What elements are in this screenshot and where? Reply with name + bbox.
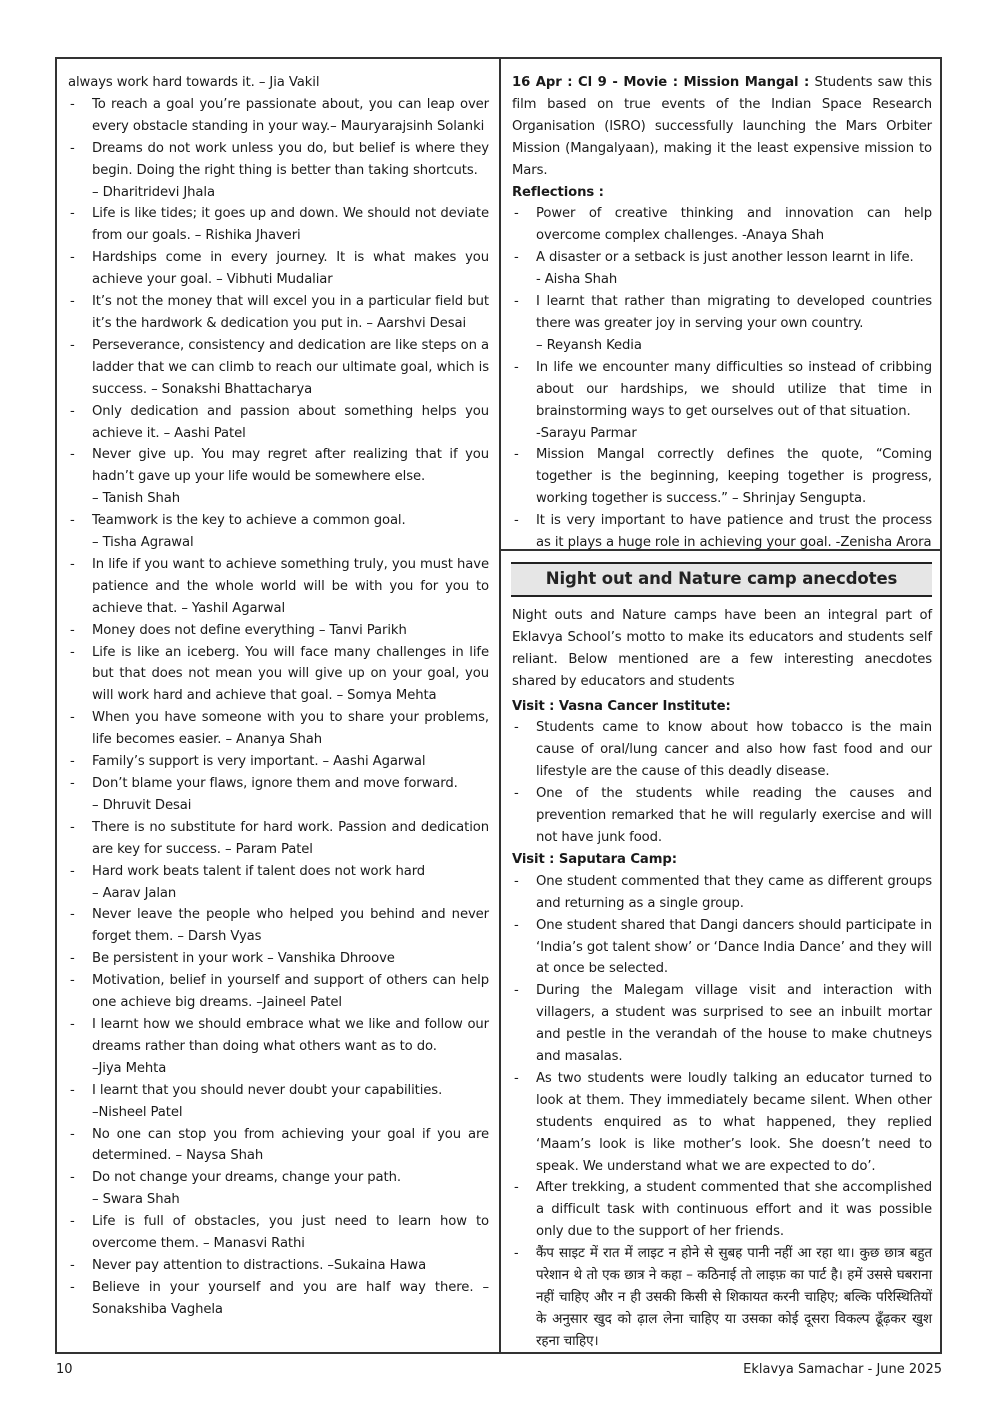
item-text: Life is full of obstacles, you just need to learn how to overcome them. – Manasvi Rathi (92, 1214, 489, 1252)
quote-item (68, 444, 489, 510)
item-text: No one can stop you from achieving your goal if you are determined. – Naysa Shah (92, 1126, 489, 1164)
item-text: I learnt that you should never doubt your capabilities. (92, 1082, 443, 1098)
quote-item (68, 335, 489, 401)
left-column-quotes (57, 59, 499, 1352)
quote-item (68, 1167, 489, 1211)
item-text: When you have someone with you to share your problems, life becomes easier. – Ananya Shah (92, 710, 489, 748)
item-text: Family’s support is very important. – Aashi Agarwal (92, 754, 426, 770)
item-text: Dreams do not work unless you do, but belief is where they begin. Doing the right thing is better than taking shortcuts. (92, 140, 489, 178)
quote-item (68, 1014, 489, 1080)
quote-item (68, 970, 489, 1014)
hindi-list (512, 1243, 932, 1353)
item-text: One student shared that Dangi dancers should participate in ‘India’s got talent show’ or ‘Dance India Dance’ and they will at once be selected. (536, 917, 932, 977)
item-author: – Dharitridevi Jhala (92, 184, 215, 200)
item-text: Be persistent in your work – Vanshika Dhroove (92, 951, 395, 967)
quote-item (68, 510, 489, 554)
anecdote-item (512, 783, 932, 849)
item-text: There is no substitute for hard work. Passion and dedication are key for success. – Param Patel (92, 819, 489, 857)
quote-item (68, 291, 489, 335)
reflection-item (512, 444, 932, 510)
anecdote-item (512, 980, 932, 1068)
item-author: – Tisha Agrawal (92, 535, 194, 551)
item-author: – Dhruvit Desai (92, 797, 192, 813)
item-text: Perseverance, consistency and dedication are like steps on a ladder that we can climb to reach our ultimate goal, which is success. – Sonakshi Bhattacharya (92, 337, 489, 397)
reflections-label: Reflections : (512, 184, 604, 200)
item-text: I learnt that rather than migrating to developed countries there was greater joy in serving your own country. (536, 294, 932, 331)
quote-item (68, 247, 489, 291)
hindi-anecdote: - कैंप साइट में रात में लाइट न होने से सुबह पानी नहीं आ रहा था। कुछ छात्र बहुत परेशान थे तो एक छात्र ने कहा – कठिनाई तो लाइफ़ का पार्ट है। हमें उससे घबराना नहीं चाहिए और न ही उसकी किसी से शिकायत करनी चाहिए; बल्कि परिस्थितियों के अनुसार खुद को ढ़ाल लेना चाहिए या उसका कोई दूसरा विकल्प ढूँढ़कर खुश रहना चाहिए। (512, 1243, 932, 1353)
quote-item (68, 707, 489, 751)
item-text: During the Malegam village visit and interaction with villagers, a student was surprised to see an inbuilt mortar and pestle in the verandah of the house to make chutneys and masalas. (536, 983, 932, 1065)
anecdote-item (512, 871, 932, 915)
item-text: Never pay attention to distractions. –Sukaina Hawa (92, 1257, 427, 1273)
reflections-list (512, 203, 932, 554)
quote-item (68, 861, 489, 905)
item-text: Only dedication and passion about something helps you achieve it. – Aashi Patel (92, 403, 489, 441)
item-text: Do not change your dreams, change your path. (92, 1170, 401, 1186)
quote-item (68, 1255, 489, 1277)
item-text: Hard work beats talent if talent does not work hard (92, 863, 426, 879)
movie-paragraph (512, 72, 932, 182)
item-author: –Nisheel Patel (92, 1104, 183, 1120)
visit1-list (512, 717, 932, 848)
quote-item (68, 203, 489, 247)
item-text: One of the students while reading the causes and prevention remarked that he will regularly exercise and will not have junk food. (536, 786, 932, 845)
quote-item (68, 94, 489, 138)
item-author: – Reyansh Kedia (536, 337, 642, 353)
quote-item (68, 620, 489, 642)
anecdote-item (512, 1177, 932, 1243)
section-title: Night out and Nature camp anecdotes (511, 562, 932, 597)
movie-section (501, 59, 940, 554)
quote-item (68, 1277, 489, 1321)
reflection-item (512, 291, 932, 357)
quote-item (68, 138, 489, 204)
item-text: Teamwork is the key to achieve a common goal. (92, 513, 406, 529)
item-text: Power of creative thinking and innovation can help overcome complex challenges. -Anaya Shah (536, 206, 932, 244)
quote-item (68, 642, 489, 708)
item-text: I learnt how we should embrace what we like and follow our dreams rather than doing what others want as to do. (92, 1016, 489, 1054)
item-text: Hardships come in every journey. It is what makes you achieve your goal. – Vibhuti Mudaliar (92, 250, 489, 288)
reflection-item (512, 203, 932, 247)
page-number: 10 (56, 1362, 73, 1377)
quote-item (68, 904, 489, 948)
reflection-item (512, 357, 932, 445)
movie-heading: 16 Apr : Cl 9 - Movie : Mission Mangal : (512, 75, 810, 90)
item-author: - Aisha Shah (536, 272, 618, 288)
quote-item (68, 817, 489, 861)
item-text: It is very important to have patience and trust the process as it plays a huge role in achieving your goal. -Zenisha Arora (536, 513, 932, 551)
movie-body: Students saw this film based on true events of the Indian Space Research Organisation (ISRO) successfully launching the Mars Orbiter Mission (Mangalyaan), making it the least expensive mission to Mars. (512, 75, 932, 178)
item-text: To reach a goal you’re passionate about, you can leap over every obstacle standing in your way.– Mauryarajsinh Solanki (92, 96, 489, 134)
item-text: One student commented that they came as different groups and returning as a single group. (536, 873, 932, 911)
item-author: – Swara Shah (92, 1192, 180, 1208)
quote-item (68, 948, 489, 970)
visit2-list (512, 871, 932, 1243)
publication-footer: Eklavya Samachar - June 2025 (743, 1362, 942, 1377)
item-text: Students came to know about how tobacco is the main cause of oral/lung cancer and also how fast food and our lifestyle are the cause of this deadly disease. (536, 720, 932, 780)
item-text: In life we encounter many difficulties so instead of cribbing about our hardships, we should utilize that time in brainstorming ways to get ourselves out of that situation. (536, 359, 932, 419)
right-column (501, 59, 940, 1349)
nature-intro: Night outs and Nature camps have been an integral part of Eklavya School’s motto to make its educators and students self reliant. Below mentioned are a few interesting anecdotes shared by educators and students (512, 607, 932, 689)
item-text: Motivation, belief in yourself and support of others can help one achieve big dreams. –Jaineel Patel (92, 973, 489, 1011)
item-text: Money does not define everything – Tanvi Parikh (92, 622, 407, 638)
item-text: Never give up. You may regret after realizing that if you hadn’t gave up your life would be somewhere else. (92, 447, 489, 485)
item-text: In life if you want to achieve something truly, you must have patience and the whole world will be with you for you to achieve that. – Yashil Agarwal (92, 556, 489, 616)
item-text: Don’t blame your flaws, ignore them and move forward. (92, 776, 458, 791)
visit1-label: Visit : Vasna Cancer Institute: (512, 698, 731, 714)
anecdote-item (512, 1068, 932, 1178)
nature-section (501, 551, 940, 1353)
item-text: Life is like tides; it goes up and down. We should not deviate from our goals. – Rishika Jhaveri (92, 206, 489, 244)
item-author: -Sarayu Parmar (536, 425, 637, 441)
anecdote-item (512, 717, 932, 783)
quote-item (68, 1080, 489, 1124)
item-text: Life is like an iceberg. You will face many challenges in life but that does not mean you will give up on your goal, you will work hard and achieve that goal. – Somya Mehta (92, 644, 489, 704)
quote-item (68, 1124, 489, 1168)
visit2-label: Visit : Saputara Camp: (512, 851, 677, 867)
item-text: Never leave the people who helped you behind and never forget them. – Darsh Vyas (92, 907, 489, 945)
reflection-item (512, 510, 932, 554)
item-text: After trekking, a student commented that she accomplished a difficult task with continuous effort and it was possible only due to the support of her friends. (536, 1180, 932, 1240)
item-text: A disaster or a setback is just another lesson learnt in life. (536, 250, 914, 266)
item-author: –Jiya Mehta (92, 1060, 167, 1076)
quote-item (68, 401, 489, 445)
item-author: – Tanish Shah (92, 491, 181, 507)
quote-item (68, 751, 489, 773)
quote-list (68, 94, 489, 1321)
quote-item (68, 773, 489, 817)
quote-intro: always work hard towards it. – Jia Vakil (68, 75, 320, 90)
item-text: It’s not the money that will excel you in a particular field but it’s the hardwork & dedication you put in. – Aarshvi Desai (92, 294, 489, 331)
item-text: Mission Mangal correctly defines the quote, “Coming together is the beginning, keeping together is progress, working together is success.” – Shrinjay Sengupta. (536, 447, 932, 507)
quote-item (68, 554, 489, 620)
anecdote-item (512, 915, 932, 981)
item-text: Believe in your yourself and you are half way there. – Sonakshiba Vaghela (92, 1279, 489, 1317)
reflection-item (512, 247, 932, 291)
item-text: As two students were loudly talking an educator turned to look at them. They immediately became silent. When other students enquired as to what happened, they replied ‘Maam’s look is like mother’s look. She doesn’t need to speak. We understand what we are expected to do’. (536, 1070, 932, 1174)
quote-item (68, 1211, 489, 1255)
item-author: – Aarav Jalan (92, 885, 177, 901)
